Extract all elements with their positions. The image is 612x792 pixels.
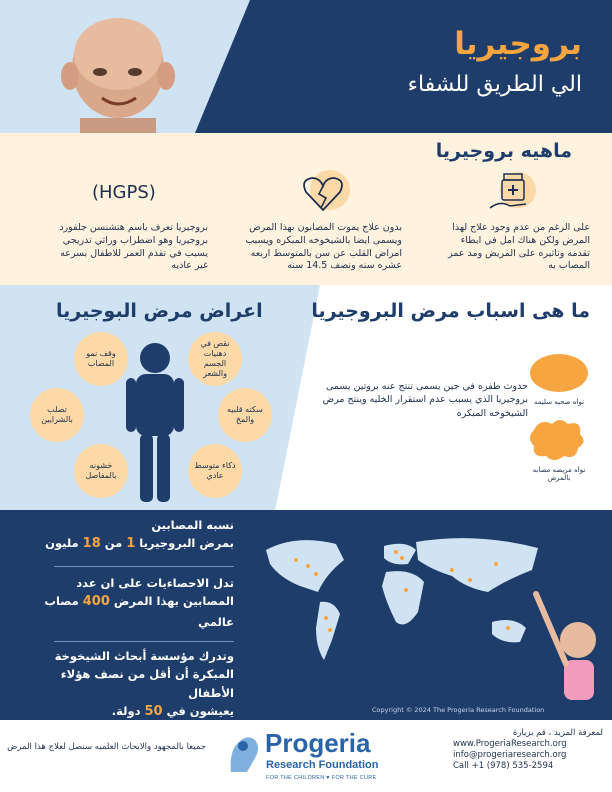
child-pointing-image: [530, 590, 612, 708]
stat-highlight: 50: [144, 704, 163, 720]
stat-cases-line2: [24, 592, 234, 613]
symptom-stroke-circle: سكته قلبيه والمخ: [218, 388, 272, 442]
mortality-text: بدون علاج يموت المصابون بهذا المرض ويسمى ايضا بالشيخوخه المبكره ويسبب امراض القلب عن سن بالمتوسط اربعه عشره سنه ونصف 14.5 سنه: [245, 222, 402, 272]
stat-prevalence-line2: [24, 534, 234, 555]
healthy-nucleus-label: نواه صحيه سليمه: [533, 398, 585, 406]
stat-countries-line1: وتدرك مؤسسة أبحاث الشيخوخة: [54, 649, 234, 663]
symptom-arteries-circle: تصلب بالشرايين: [30, 388, 84, 442]
definition-text: بروجيريا تعرف باسم هتشنسن جلفورد بروجيريا وهو اضطراب وراثي تدريجي يسبب في تقدم العمر للاطفال بسرعه غير عاديه: [59, 222, 208, 272]
symptom-joints-circle: خشونه بالمفاصل: [74, 444, 128, 498]
causes-text: حدوث طفره في جين يسمى تنتج عنه بروتين يسمى بروجيريا الذي يسبب عدم استقرار الخليه وينتج مرض الشيخوخه المبكره: [322, 381, 528, 419]
stat-cases-line1: تدل الاحصاءيات على ان عدد: [76, 576, 234, 590]
medicine-hand-icon: [486, 170, 532, 216]
contact-intro: لمعرفة المزيد ، قم بزيارة: [512, 728, 603, 738]
diseased-nucleus-label: نواه مريضه مصابه بالمرض: [532, 466, 586, 482]
causes-title: ما هى اسباب مرض البروجيريا: [311, 300, 590, 322]
stat-prevalence-line1: نسبه المصابين: [151, 518, 234, 532]
logo-subtitle: Research Foundation: [266, 759, 379, 771]
treatment-hope-text: على الرغم من عدم وجود علاج لهذا المرض ولكن هناك امل في ابطاء تقدمه وتاثيره على المريض ومد عمر المصاب به: [448, 222, 590, 272]
stat-text: دولة.: [111, 704, 145, 719]
stats-divider: [54, 641, 234, 642]
stat-countries: [24, 647, 234, 723]
stat-cases: [24, 574, 234, 632]
foundation-logo-icon: [225, 730, 263, 774]
stats-divider: [54, 566, 234, 567]
stat-prevalence: [24, 516, 234, 555]
email-link[interactable]: info@progeriaresearch.org: [453, 750, 567, 761]
stat-text: مصاب: [44, 594, 83, 609]
world-map-image: [256, 530, 556, 680]
phone-number: Call +1 (978) 535-2594: [453, 761, 554, 772]
stat-highlight: 400: [82, 594, 110, 610]
hgps-label: (HGPS): [92, 182, 156, 203]
closing-message: جميعا بالمجهود والابحاث العلميه سنصل لعلاج هذا المرض: [7, 742, 206, 752]
symptom-intelligence-circle: ذكاء متوسط عادي: [188, 444, 242, 498]
stat-text: بمرض البروجيريا: [135, 536, 234, 551]
logo-wordmark: Progeria: [265, 728, 371, 758]
stat-text: المصابين بهذا المرض: [109, 594, 234, 609]
broken-heart-icon: [300, 170, 346, 216]
page-subtitle: الي الطريق للشفاء: [407, 72, 582, 97]
diseased-nucleus-image: [526, 416, 590, 464]
website-link[interactable]: www.ProgeriaResearch.org: [453, 739, 567, 750]
what-is-title: ماهيه بروجيريا: [435, 140, 572, 162]
symptom-growth-circle: وقف نمو المصاب: [74, 332, 128, 386]
logo-tagline: FOR THE CHILDREN ♥ FOR THE CURE: [266, 775, 377, 781]
copyright-notice: Copyright © 2024 The Progeria Research Foundation: [372, 706, 545, 714]
contact-info: [453, 728, 603, 772]
stat-text: يعيشون في: [162, 704, 234, 719]
child-portrait-image: [40, 6, 190, 133]
stat-cases-line3: عالمي: [198, 615, 234, 630]
stat-text: من: [100, 536, 127, 551]
stat-text: مليون: [45, 536, 83, 551]
stat-countries-line2: المبكرة أن أقل من نصف هؤلاء الأطفال: [60, 667, 234, 700]
stat-highlight: 1: [126, 536, 136, 552]
healthy-nucleus-image: [528, 352, 590, 398]
child-silhouette-image: [120, 340, 190, 510]
symptoms-title: اعراض مرض البوجيريا: [56, 300, 263, 322]
page-title: بروجيريا: [454, 26, 582, 62]
symptom-fat-hair-circle: نقص في دهنيات الجسم والشعر: [188, 332, 242, 386]
stat-highlight: 18: [82, 536, 101, 552]
